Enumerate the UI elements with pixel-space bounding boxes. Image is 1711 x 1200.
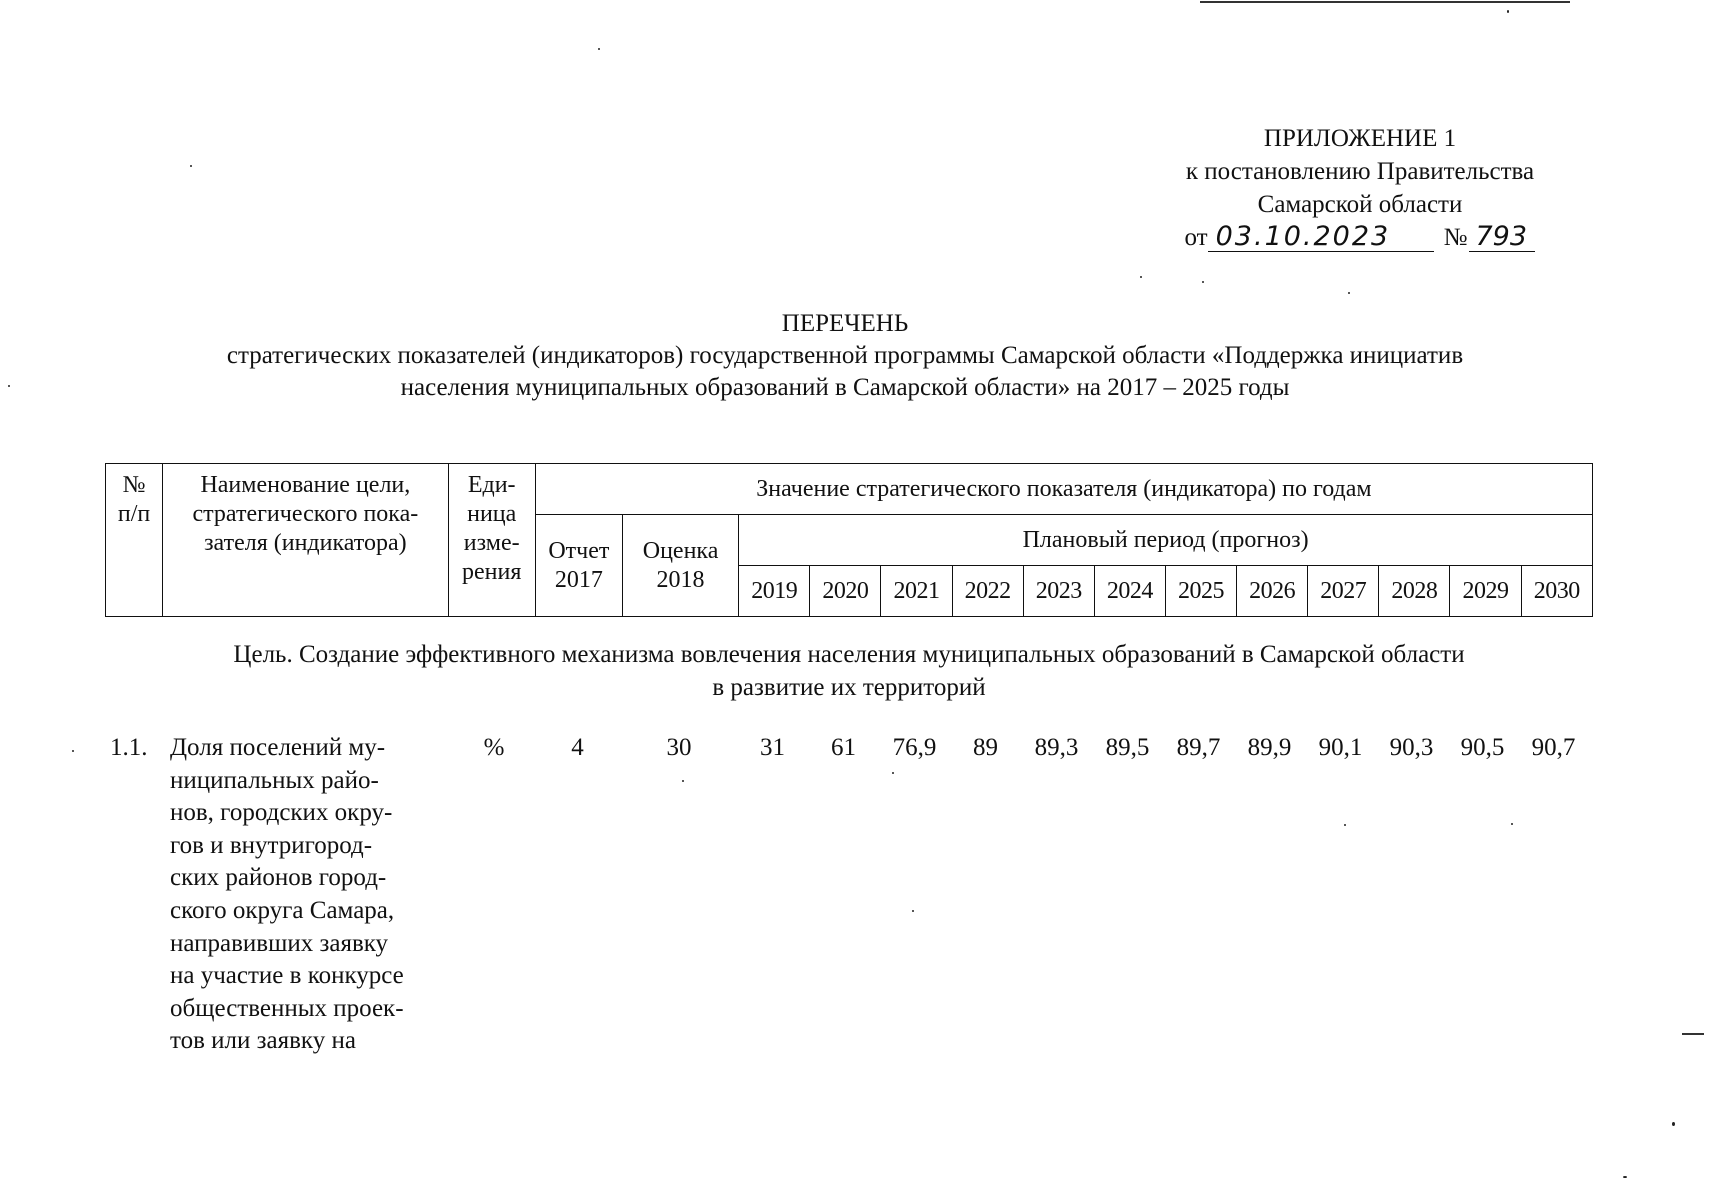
- row-name-line: нов, городских окру-: [170, 799, 393, 827]
- header-name-line-1: Наименование цели,: [200, 472, 411, 498]
- header-year-cell: 2019: [739, 566, 810, 617]
- header-name-cell: [163, 464, 449, 617]
- header-report-line-2: 2017: [554, 566, 603, 593]
- scan-speck: [1672, 1122, 1675, 1126]
- scan-speck: [8, 385, 10, 387]
- header-report-line-1: Отчет: [548, 537, 610, 564]
- row-value-year: 90,5: [1460, 734, 1505, 761]
- document-title: ПЕРЕЧЕНЬ: [781, 310, 909, 337]
- row-name-line: ских районов город-: [170, 864, 387, 892]
- number-sign: №: [1443, 224, 1468, 251]
- row-value-year: 90,3: [1389, 734, 1434, 761]
- header-unit-line-3: изме-: [463, 530, 520, 556]
- row-name-line: тов или заявку на: [170, 1027, 356, 1055]
- document-title-block: [100, 308, 1590, 404]
- handwritten-number: 793: [1469, 223, 1535, 252]
- header-name-line-3: зателя (индикатора): [204, 530, 407, 556]
- row-value-year: 31: [760, 734, 785, 761]
- row-value-year: 90,7: [1531, 734, 1576, 761]
- scan-speck: [1348, 292, 1350, 294]
- appendix-line-2: Самарской области: [1257, 191, 1463, 218]
- header-num-cell: [106, 464, 163, 617]
- header-unit-line-2: ница: [467, 501, 517, 527]
- row-name-line: направивших заявку: [170, 929, 389, 957]
- row-value-year: 89,5: [1105, 734, 1150, 761]
- appendix-date-row: [1150, 221, 1570, 254]
- scan-speck: [1511, 823, 1513, 825]
- scan-edge-mark: [1682, 1033, 1704, 1035]
- header-year-cell: 2029: [1450, 566, 1521, 617]
- header-year-cell: 2025: [1165, 566, 1236, 617]
- goal-line-2: в развитие их территорий: [712, 674, 986, 701]
- row-value-estimate-2018: 30: [666, 734, 692, 761]
- row-value-year: 90,1: [1318, 734, 1363, 761]
- header-num-line-2: п/п: [117, 501, 151, 527]
- scan-speck: [892, 772, 894, 774]
- row-name-line: на участие в конкурсе: [170, 962, 404, 990]
- header-year-cell: 2021: [881, 566, 952, 617]
- header-year-cell: 2024: [1094, 566, 1165, 617]
- row-number: 1.1.: [110, 734, 148, 761]
- scan-speck: [1623, 1176, 1627, 1178]
- row-value-year: 89: [973, 734, 998, 761]
- header-year-cell: 2028: [1379, 566, 1450, 617]
- header-year-cell: 2027: [1308, 566, 1379, 617]
- row-value-year: 89,7: [1176, 734, 1221, 761]
- appendix-line-1: к постановлению Правительства: [1185, 158, 1535, 185]
- header-estimate-line-2: 2018: [656, 566, 705, 593]
- row-unit: %: [483, 734, 505, 761]
- header-name-line-2: стратегического пока-: [192, 501, 419, 527]
- scan-speck: [72, 750, 74, 752]
- document-subtitle-line-1: стратегических показателей (индикаторов) государственной программы Самарской области «Поддержка инициатив: [226, 342, 1464, 369]
- header-year-cell: 2020: [810, 566, 881, 617]
- header-year-cell: 2023: [1023, 566, 1094, 617]
- header-num-line-1: №: [122, 472, 146, 498]
- appendix-header: [1150, 122, 1570, 254]
- row-value-year: 76,9: [892, 734, 937, 761]
- row-value-year: 61: [831, 734, 856, 761]
- header-plan-group: Плановый период (прогноз): [739, 515, 1593, 566]
- header-report-cell: [535, 515, 622, 617]
- goal-line-1: Цель. Создание эффективного механизма вовлечения населения муниципальных образований в Самарской области: [233, 641, 1465, 668]
- scan-speck: [1507, 10, 1509, 13]
- header-year-cell: 2022: [952, 566, 1023, 617]
- row-name-line: Доля поселений му-: [170, 734, 386, 761]
- scan-speck: [598, 48, 600, 50]
- row-value-report-2017: 4: [571, 734, 584, 761]
- goal-statement: [105, 638, 1593, 704]
- indicators-table-header: [105, 463, 1593, 617]
- document-subtitle-line-2: населения муниципальных образований в Самарской области» на 2017 – 2025 годы: [400, 374, 1290, 401]
- row-indicator-name: [170, 732, 445, 1058]
- scan-speck: [190, 165, 192, 167]
- header-estimate-line-1: Оценка: [642, 537, 719, 564]
- date-prefix: от: [1184, 224, 1208, 251]
- scan-speck: [682, 780, 684, 782]
- scan-speck: [912, 910, 914, 912]
- header-year-cell: 2026: [1237, 566, 1308, 617]
- header-estimate-cell: [622, 515, 738, 617]
- scan-speck: [1202, 281, 1204, 283]
- header-unit-cell: [448, 464, 535, 617]
- row-name-line: ниципальных райо-: [170, 766, 379, 794]
- row-name-line: общественных проек-: [170, 994, 404, 1022]
- header-year-cell: 2030: [1521, 566, 1592, 617]
- header-unit-line-4: рения: [462, 559, 522, 585]
- row-value-year: 89,9: [1247, 734, 1292, 761]
- scan-speck: [1140, 276, 1142, 278]
- header-unit-line-1: Еди-: [467, 472, 516, 498]
- row-value-year: 89,3: [1034, 734, 1079, 761]
- scan-speck: [1344, 824, 1346, 826]
- scan-edge-line: [1200, 1, 1570, 3]
- handwritten-date: 03.10.2023: [1208, 223, 1434, 252]
- header-values-group: Значение стратегического показателя (индикатора) по годам: [535, 464, 1592, 515]
- row-name-line: гов и внутригород-: [170, 831, 373, 859]
- row-name-line: ского округа Самара,: [170, 896, 395, 924]
- appendix-title: ПРИЛОЖЕНИЕ 1: [1263, 125, 1457, 152]
